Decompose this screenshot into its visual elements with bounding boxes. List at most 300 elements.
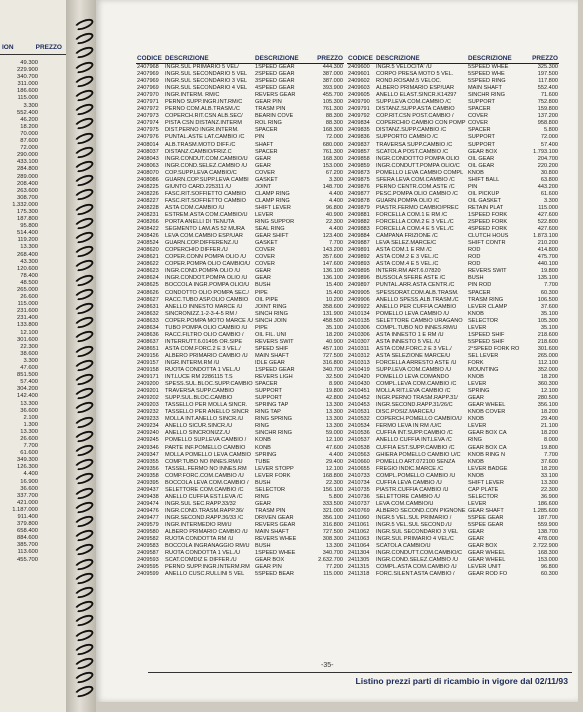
part-description-en: KNOB — [468, 374, 484, 381]
part-description-en: SHAFT — [255, 141, 274, 148]
binding-ring — [73, 144, 95, 160]
part-price: 168.300 — [322, 155, 343, 162]
part-price: 280.500 — [537, 395, 558, 402]
part-code: 2409157 — [137, 359, 159, 366]
part-description-en: SPACER — [255, 127, 278, 134]
part-price: 35.100 — [540, 324, 558, 331]
part-price: 4.400 — [329, 226, 343, 233]
part-price: 105.300 — [537, 317, 558, 324]
part-code: 2410452 — [348, 395, 370, 402]
part-description-en: SPRING — [468, 388, 490, 395]
part-code: 2410313 — [348, 359, 370, 366]
table-row — [136, 311, 344, 318]
part-code: 2409582 — [137, 536, 159, 543]
part-price: 1.285.600 — [533, 507, 558, 514]
part-description: DISTANZ.CAMBIO/FRIZ.C — [165, 148, 232, 155]
part-description: INTERRUTT.6.01495 OR.SIPE — [165, 338, 243, 345]
part-price: 393.900 — [322, 85, 343, 92]
part-description-en: GEAR PIN — [255, 99, 282, 106]
binding-ring — [73, 215, 95, 231]
table-row — [347, 113, 559, 120]
part-description-en: LEVER BADGE — [468, 465, 508, 472]
part-description: CAMPANA FRIZIONE /C — [376, 233, 438, 240]
part-description: MOLLA RIT.LEVA CAMBIO /C — [376, 388, 451, 395]
part-price: 7.700 — [544, 282, 558, 289]
part-description-en: LEVER FORK — [255, 472, 291, 479]
table-row — [136, 177, 344, 184]
part-description-en: COVER — [255, 261, 275, 268]
part-price: 35.100 — [325, 324, 343, 331]
part-description: ASTA COM.CAMBIO /U — [165, 204, 225, 211]
part-code: 2409887 — [348, 240, 370, 247]
part-price: 414.800 — [537, 247, 558, 254]
part-description: SELETTORE CAMBIO /U — [376, 493, 440, 500]
table-row — [136, 184, 344, 191]
price-table-left — [136, 54, 344, 578]
table-row — [136, 282, 344, 289]
table-row — [347, 353, 559, 360]
part-description: POMELLO SUP.LEVA CAMBIO / — [165, 437, 247, 444]
binding-ring — [73, 570, 95, 586]
part-price: 153.000 — [322, 162, 343, 169]
table-row — [347, 177, 559, 184]
part-code: 2408070 — [137, 169, 159, 176]
part-description-en: SPACER — [468, 127, 491, 134]
part-description-en: IDLE GEAR — [255, 359, 285, 366]
table-row — [136, 564, 344, 571]
part-code: 2408231 — [137, 211, 159, 218]
part-price: 18.200 — [540, 409, 558, 416]
part-description-en: GEAR — [255, 155, 271, 162]
table-row — [347, 275, 559, 282]
part-code: 2409905 — [348, 289, 370, 296]
part-description-en: RING — [255, 493, 269, 500]
part-description-en: OIL GEAR — [468, 162, 495, 169]
table-row — [347, 282, 559, 289]
part-description: CUFFIA LEVA CAMBIO /U — [376, 479, 442, 486]
part-code: 2411063 — [348, 536, 370, 543]
part-description: INGR.COND.SELEZ.CAMBIO /U — [376, 557, 459, 564]
table-row — [136, 339, 344, 346]
part-description-en: TRASM PIN — [255, 106, 286, 113]
part-description: PESC.POMPA OLIO CAMBIO /C — [376, 190, 458, 197]
part-price: 387.000 — [322, 71, 343, 78]
part-description-en: SPACER — [255, 148, 278, 155]
left-price-value: 175.300 — [17, 208, 38, 215]
part-price: 168.300 — [322, 127, 343, 134]
table-row — [347, 99, 559, 106]
part-price: 13.300 — [325, 402, 343, 409]
part-code: 2409395 — [137, 479, 159, 486]
part-price: 186.600 — [537, 500, 558, 507]
binding-ring — [73, 627, 95, 643]
part-code: 2410660 — [348, 458, 370, 465]
table-row — [136, 515, 344, 522]
part-code: 2407969 — [137, 85, 159, 92]
binding-ring — [73, 286, 95, 302]
part-price: 427.600 — [537, 211, 558, 218]
table-row — [136, 219, 344, 226]
part-price: 752.800 — [537, 99, 558, 106]
left-page-header — [0, 0, 66, 51]
part-price: 308.300 — [322, 536, 343, 543]
part-description-en: REVERS GEAR — [255, 522, 296, 529]
table-row — [347, 325, 559, 332]
part-description: INGR.PERNO TRASM.RAPP.31/ — [376, 395, 458, 402]
binding-ring — [73, 244, 95, 260]
part-description: POMELLO LEVA CAMBIO COMPL — [376, 169, 464, 176]
table-row — [136, 353, 344, 360]
part-price: 427.600 — [537, 226, 558, 233]
part-description: ALBERO PRIMARIO CAMBIO /U — [165, 352, 248, 359]
part-description: COPERCH.RIT.CSN ALB.SEC/ — [165, 113, 243, 120]
part-description-en: MAIN SHAFT — [468, 85, 502, 92]
part-price: 72.000 — [540, 134, 558, 141]
part-description: SUPP.LEVA COM.CAMBIO /U — [376, 367, 452, 374]
table-row — [347, 459, 559, 466]
part-description: SELETTORE CAMBIO URAGANO — [376, 317, 463, 324]
part-code: 2409580 — [137, 529, 159, 536]
table-row — [347, 184, 559, 191]
part-code: 2409477 — [137, 515, 159, 521]
table-row — [347, 529, 559, 536]
part-price: 316.800 — [322, 522, 343, 529]
left-price-value: 658.400 — [17, 528, 38, 535]
part-code: 2409922 — [348, 303, 370, 310]
table-row — [347, 149, 559, 156]
part-code: 2411305 — [348, 557, 370, 564]
part-description: SPESSORAT.COM.ALB.TRASM. — [376, 289, 459, 296]
part-code: 2407975 — [137, 127, 159, 134]
part-description: INGR.5 VEL.SUL SECOND./U — [376, 522, 452, 529]
left-price-value: 187.800 — [17, 216, 38, 223]
part-description-en: COVER — [255, 169, 275, 176]
table-row — [136, 571, 344, 578]
part-description: COMPL.TUBO NO INNES.RM/U — [376, 324, 458, 331]
table-row — [347, 346, 559, 353]
left-price-value: 13.300 — [20, 244, 38, 251]
table-row — [347, 127, 559, 134]
part-price: 40.900 — [325, 211, 343, 218]
table-row — [347, 494, 559, 501]
part-description-en: MOUNTING — [468, 367, 499, 374]
part-code: 2407970 — [137, 92, 159, 99]
part-description: PIASTR.CUFFIA CAMBIO /U — [376, 486, 449, 493]
part-price: 115.000 — [538, 204, 558, 211]
part-description-en: GEAR — [255, 268, 271, 275]
binding-ring — [73, 201, 95, 217]
part-code: 2408620 — [137, 247, 159, 254]
part-description-en: SPACER — [468, 106, 491, 113]
table-row — [347, 240, 559, 247]
table-row — [347, 290, 559, 297]
part-description: RACC.TUBO ASP.OLIO CAMBIO — [165, 296, 249, 303]
part-price: 105.300 — [322, 99, 343, 106]
part-description-en: RING TAP — [255, 409, 281, 416]
part-description: ASTA COM.1 E RM /C — [376, 247, 432, 254]
part-code: 2409896 — [348, 275, 370, 282]
binding-ring — [73, 414, 95, 430]
left-price-value: 36.600 — [20, 407, 38, 414]
part-description-en: GEAR BOX CA — [468, 444, 507, 451]
part-code: 2408636 — [137, 331, 159, 338]
part-description-en: SINCHR RING — [255, 430, 292, 437]
table-row — [136, 156, 344, 163]
part-description: ALBERO PRIMARIO CAMBIO /U — [165, 529, 248, 536]
part-description: SUPPORTO CAMBIO /C — [376, 134, 438, 141]
part-code: 2410737 — [348, 500, 370, 507]
left-price-value: 120.600 — [17, 265, 38, 272]
left-price-value: 115.000 — [17, 95, 38, 102]
part-description: LEVA COM.CAMBIO ESP/UAR — [165, 233, 243, 240]
part-code: 2408037 — [137, 148, 159, 155]
part-description-en: 1SPEED GEAR — [255, 367, 295, 374]
part-description: ROND.ROSAM.5 VELOC. — [376, 78, 442, 85]
left-price-value: 61.600 — [20, 450, 38, 457]
part-description-en: TUBE — [255, 458, 270, 465]
part-description: ALBERO SECOND.CON PIGNONE — [376, 507, 466, 514]
binding-ring — [73, 556, 95, 572]
table-row — [136, 240, 344, 247]
binding-ring — [73, 400, 95, 416]
part-code: 2408043 — [137, 155, 159, 162]
part-price: 340.700 — [322, 367, 343, 374]
part-code: 2408226 — [137, 190, 159, 197]
part-description-en: KNOB — [468, 458, 484, 465]
table-row — [347, 395, 559, 402]
part-price: 455.700 — [322, 92, 343, 99]
part-description-en: OIL PICKUP — [468, 190, 500, 197]
part-code: 2409877 — [348, 190, 370, 197]
part-description-en: SPACER — [468, 289, 491, 296]
part-description-en: GEAR WHEEL — [468, 557, 506, 564]
part-description: GUARN.COP.SUPP.LEVA CAMBI — [165, 176, 249, 183]
part-code: 2408225 — [137, 183, 159, 190]
part-code: 2410306 — [348, 331, 370, 338]
part-description: ASTA SELEZIONE MARCE/U — [376, 352, 451, 359]
table-row — [136, 487, 344, 494]
part-code: 2408651 — [137, 345, 159, 352]
part-price: 356.100 — [322, 515, 343, 521]
part-description: INGR.INTERM.RM /U — [165, 359, 220, 366]
part-description-en: ROL RING — [255, 120, 282, 127]
part-description: SUPP.LEVA COM.CAMBIO /C — [376, 99, 452, 106]
part-code: 2408621 — [137, 254, 159, 261]
part-code: 2409790 — [348, 99, 370, 106]
part-price: 1.873.100 — [533, 233, 558, 240]
part-price: 761.300 — [322, 106, 343, 113]
part-description: INGR.INTERM. RM/C — [165, 92, 220, 99]
part-code: 2409875 — [348, 176, 370, 183]
part-price: 8.900 — [329, 381, 343, 388]
part-description: LEVA COM.CAMBIO/U — [376, 500, 434, 507]
part-description-en: GEAR — [468, 529, 484, 536]
part-description: INGR.CONDUTT.POMPA OLIO/C — [376, 162, 460, 169]
part-description-en: SINCH RING — [255, 310, 288, 317]
part-description-en: 5SPEED BEAR — [255, 571, 294, 578]
part-description: BOCCOLA INGRANAGGIO RM/U — [165, 543, 250, 550]
part-description-en: COVER — [255, 247, 275, 254]
part-description-en: MAIN SHAFT — [255, 529, 289, 536]
part-price: 352.000 — [537, 367, 558, 374]
part-description: COPERCHIO CAMBIO CON POMP — [376, 120, 466, 127]
part-description: SEGMENTO LAM.AS 52 MURA — [165, 226, 245, 233]
table-row — [347, 360, 559, 367]
table-row — [136, 522, 344, 529]
part-price: 4.400 — [329, 190, 343, 197]
part-description-en: GASKET — [255, 176, 278, 183]
part-description: INGR.5 VEL.SUL PRIMARIO / — [376, 515, 452, 521]
part-description-en: OIL PIPE — [255, 296, 279, 303]
part-description-en: 2SPEED FORK — [468, 219, 508, 226]
part-code: 2409171 — [137, 374, 159, 381]
table-row — [136, 550, 344, 557]
part-price: 19.800 — [540, 444, 558, 451]
binding-ring — [73, 59, 95, 75]
left-price-value: 301.600 — [17, 336, 38, 343]
price-table-right — [347, 54, 559, 578]
part-code: 2409837 — [348, 141, 370, 148]
binding-ring — [73, 372, 95, 388]
table-row — [347, 550, 559, 557]
part-price: 301.600 — [537, 345, 558, 352]
table-row — [136, 360, 344, 367]
part-code: 2409587 — [137, 550, 159, 557]
part-description-en: GEAR — [255, 275, 271, 282]
table-row — [347, 445, 559, 452]
part-description-en: TRASM RING — [468, 296, 504, 303]
table-row — [347, 212, 559, 219]
part-code: 2409602 — [348, 78, 370, 85]
table-row — [136, 261, 344, 268]
part-description: DISTANZ.SUPP.CAMBIO /C — [376, 127, 447, 134]
binding-ring — [73, 514, 95, 530]
part-code: 2410563 — [348, 451, 370, 458]
table-row — [136, 332, 344, 339]
binding-ring — [73, 88, 95, 104]
part-description-en: LEVER UNIT — [468, 564, 501, 571]
left-price-value: 57.400 — [20, 379, 38, 386]
part-description-en: BEARIN COVE — [255, 113, 294, 120]
table-row — [347, 480, 559, 487]
binding-ring — [73, 102, 95, 118]
part-description: ASTA COM.2 E 3 VEL./C — [376, 254, 439, 261]
part-code: 2411064 — [348, 543, 370, 550]
part-description-en: REVERS SWIT — [468, 268, 507, 275]
part-description-en: ROD — [468, 247, 481, 254]
left-price-value: 26.600 — [20, 435, 38, 442]
part-description: INGR.SUL PRIMARIO 5 VEL/ — [165, 64, 239, 70]
binding-ring — [73, 272, 95, 288]
part-description-en: GEAR SHIFT — [255, 233, 289, 240]
part-description-en: BUSH — [255, 543, 271, 550]
part-description-en: SELECTOR — [255, 486, 286, 493]
part-description-en: KNOB — [468, 416, 484, 423]
part-code: 2410430 — [348, 381, 370, 388]
part-description: GHIERA POMELLO CAMBIO U/C — [376, 451, 461, 458]
left-header-rule — [0, 54, 66, 55]
part-description: ANELLO ELAST.SINCR.K14297 — [376, 92, 457, 99]
binding-ring — [73, 130, 95, 146]
left-price-value: 552.400 — [17, 109, 38, 116]
left-price-value: 16.900 — [20, 478, 38, 485]
table-row — [347, 254, 559, 261]
part-description-en: KNOB RING N — [468, 451, 505, 458]
part-description: ALB.TRASM.MOTO DIFF./C — [165, 141, 236, 148]
part-description-en: SUPPORT — [468, 134, 495, 141]
table-row — [136, 247, 344, 254]
part-price: 19.800 — [325, 388, 343, 395]
part-code: 2409836 — [348, 134, 370, 141]
binding-ring — [73, 670, 95, 686]
part-code: 2409884 — [348, 233, 370, 240]
part-description-en: PIPE — [255, 324, 268, 331]
part-code: 2409233 — [137, 416, 159, 423]
table-row — [136, 85, 344, 92]
left-price-value: 43.300 — [20, 258, 38, 265]
part-code: 2409200 — [137, 381, 159, 388]
part-price: 18.200 — [540, 374, 558, 381]
part-price: 458.500 — [322, 317, 343, 324]
part-description: PISTA CSN DISTANZ.INTERM — [165, 120, 242, 127]
part-price: 475.700 — [537, 254, 558, 261]
part-code: 2408266 — [137, 219, 159, 226]
part-code: 2409892 — [348, 254, 370, 261]
part-code: 2409583 — [137, 543, 159, 550]
part-code: 2407976 — [137, 134, 159, 141]
part-description: INGR.COND.TRASM.RAPP.36/ — [165, 507, 244, 514]
part-description-en: SEAL RING — [255, 226, 285, 233]
part-description-en: GEAR BOX — [255, 557, 285, 564]
part-description-en: 5SPEED RING — [468, 78, 506, 85]
part-description-en: DRIVEN GEAR — [255, 515, 294, 521]
part-description: INGR.INTERMEDIO RM/U — [165, 522, 232, 529]
part-description: TASSELLO PER ANELLO SINCR — [165, 409, 249, 416]
part-price: 159.800 — [537, 106, 558, 113]
table-row — [136, 543, 344, 550]
part-price: 680.000 — [322, 141, 343, 148]
part-code: 2408631 — [137, 303, 159, 310]
part-description-en: KNOB — [468, 169, 484, 176]
part-price: 478.000 — [537, 536, 558, 543]
part-price: 8.000 — [544, 437, 558, 444]
table-row — [347, 156, 559, 163]
page-number: -35- — [321, 662, 334, 669]
part-description: INGR.SUL SECONDARIO 5 VEL — [165, 71, 248, 78]
left-price-value: 268.400 — [17, 251, 38, 258]
part-price: 22.300 — [540, 486, 558, 493]
part-description: INGR.SUL SECONDARIO 4 VEL — [165, 85, 248, 92]
part-code: 2409201 — [137, 388, 159, 395]
left-header-label: ION — [2, 44, 14, 51]
left-price-value: 4.400 — [23, 471, 38, 478]
part-price: 5.800 — [329, 493, 343, 500]
part-price: 7.700 — [544, 451, 558, 458]
part-description-en: OIL GEAR — [468, 155, 495, 162]
part-price: 15.400 — [325, 282, 343, 289]
col-header-description-en: DESCRIZIONE — [467, 54, 525, 64]
part-description: POMELLO ART.072100 SENZA — [376, 458, 456, 465]
part-code: 2409346 — [137, 444, 159, 451]
binding-ring — [73, 386, 95, 402]
part-price: 7.700 — [329, 240, 343, 247]
part-price: 88.300 — [325, 113, 343, 120]
part-price: 3.300 — [329, 176, 343, 183]
part-description: FORCELLA COM.1 E RM /C — [376, 211, 448, 218]
part-description: COMP.FORC.COM.CAMBIO /U — [165, 472, 244, 479]
binding-ring — [73, 258, 95, 274]
part-description-en: GEAR SHAFT — [468, 507, 504, 514]
